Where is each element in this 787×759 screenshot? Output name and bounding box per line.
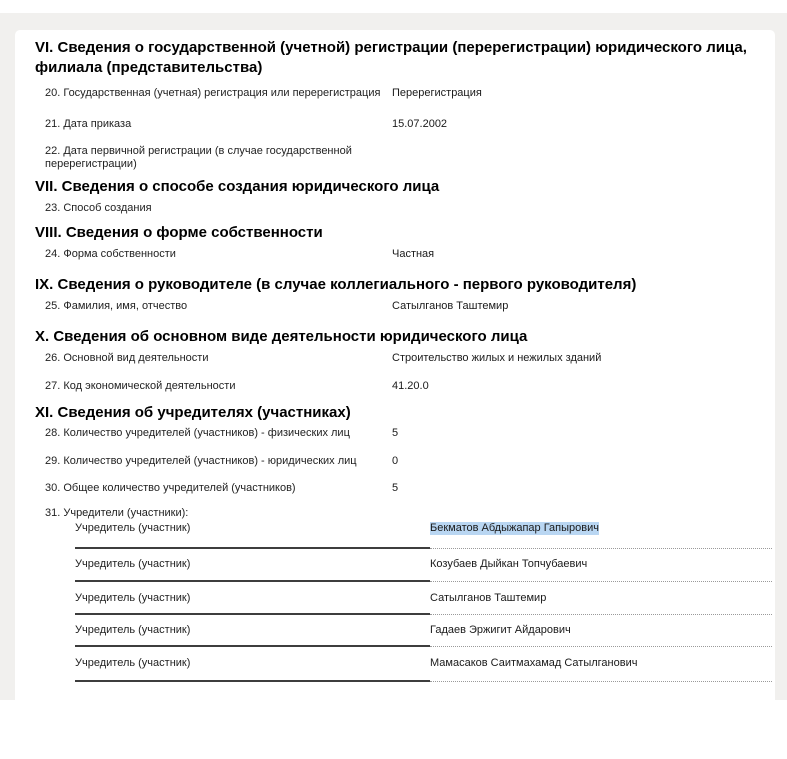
field-row-30 xyxy=(15,482,775,498)
field-value-29: 0 xyxy=(392,455,399,467)
founder-row xyxy=(15,558,775,574)
row-divider xyxy=(75,645,772,648)
section-title-vii: VII. Сведения о способе создания юридического лица xyxy=(35,178,440,195)
field-value-28: 5 xyxy=(392,427,399,439)
field-value-27: 41.20.0 xyxy=(392,380,429,392)
section-title-x: X. Сведения об основном виде деятельности юридического лица xyxy=(35,328,528,345)
founder-name: Мамасаков Саитмахамад Сатылганович xyxy=(430,657,638,669)
field-row-20 xyxy=(15,87,775,103)
founder-label: Учредитель (участник) xyxy=(75,592,191,604)
divider-solid-segment xyxy=(75,547,430,549)
founder-label: Учредитель (участник) xyxy=(75,558,191,570)
divider-dotted-segment xyxy=(430,681,772,682)
field-label-29: 29. Количество учредителей (участников) - юридических лиц xyxy=(45,455,357,467)
field-label-20: 20. Государственная (учетная) регистрация или перерегистрация xyxy=(45,87,381,99)
section-title-viii: VIII. Сведения о форме собственности xyxy=(35,224,323,241)
field-label-22: 22. Дата первичной регистрации (в случае государственной перерегистрации) xyxy=(45,145,352,170)
founder-row xyxy=(15,657,775,673)
field-label-28: 28. Количество учредителей (участников) - физических лиц xyxy=(45,427,350,439)
row-divider xyxy=(75,547,772,550)
field-row-23 xyxy=(15,202,775,218)
field-row-29 xyxy=(15,455,775,471)
field-row-28 xyxy=(15,427,775,443)
founder-row xyxy=(15,624,775,640)
field-label-30: 30. Общее количество учредителей (участников) xyxy=(45,482,296,494)
field-label-25: 25. Фамилия, имя, отчество xyxy=(45,300,188,312)
row-divider xyxy=(75,680,772,683)
document-card xyxy=(15,30,775,702)
field-label-26: 26. Основной вид деятельности xyxy=(45,352,209,364)
divider-dotted-segment xyxy=(430,581,772,582)
field-row-27 xyxy=(15,380,775,396)
field-row-25 xyxy=(15,300,775,316)
field-label-23: 23. Способ создания xyxy=(45,202,152,214)
field-label-21: 21. Дата приказа xyxy=(45,118,132,130)
founder-name: Козубаев Дыйкан Топчубаевич xyxy=(430,558,588,570)
divider-solid-segment xyxy=(75,645,430,647)
section-title-vi: VI. Сведения о государственной (учетной) регистрации (перерегистрации) юридического лица, филиала (представительства) xyxy=(35,39,747,76)
founder-name: Гадаев Эржигит Айдарович xyxy=(430,624,571,636)
founder-name-selected[interactable]: Бекматов Абдыжапар Гапырович xyxy=(430,522,599,534)
field-value-21: 15.07.2002 xyxy=(392,118,448,130)
field-value-24: Частная xyxy=(392,248,435,260)
founder-name: Сатылганов Таштемир xyxy=(430,592,547,604)
row-divider xyxy=(75,580,772,583)
divider-solid-segment xyxy=(75,580,430,582)
divider-dotted-segment xyxy=(430,646,772,647)
field-row-26 xyxy=(15,352,775,368)
founder-row xyxy=(15,522,775,538)
field-row-31 xyxy=(15,507,775,523)
founder-label: Учредитель (участник) xyxy=(75,522,191,534)
founder-label: Учредитель (участник) xyxy=(75,624,191,636)
section-title-ix: IX. Сведения о руководителе (в случае коллегиального - первого руководителя) xyxy=(35,276,637,293)
row-divider xyxy=(75,613,772,616)
field-value-30: 5 xyxy=(392,482,399,494)
field-row-21 xyxy=(15,118,775,134)
field-row-22 xyxy=(15,145,775,170)
field-value-20: Перерегистрация xyxy=(392,87,482,99)
field-value-26: Строительство жилых и нежилых зданий xyxy=(392,352,602,364)
field-row-24 xyxy=(15,248,775,264)
field-value-25: Сатылганов Таштемир xyxy=(392,300,509,312)
divider-dotted-segment xyxy=(430,548,772,549)
field-label-27: 27. Код экономической деятельности xyxy=(45,380,236,392)
section-title-xi: XI. Сведения об учредителях (участниках) xyxy=(35,404,351,421)
divider-dotted-segment xyxy=(430,614,772,615)
field-label-31: 31. Учредители (участники): xyxy=(45,507,189,519)
founder-label: Учредитель (участник) xyxy=(75,657,191,669)
founder-row xyxy=(15,592,775,608)
divider-solid-segment xyxy=(75,680,430,682)
divider-solid-segment xyxy=(75,613,430,615)
field-label-24: 24. Форма собственности xyxy=(45,248,176,260)
